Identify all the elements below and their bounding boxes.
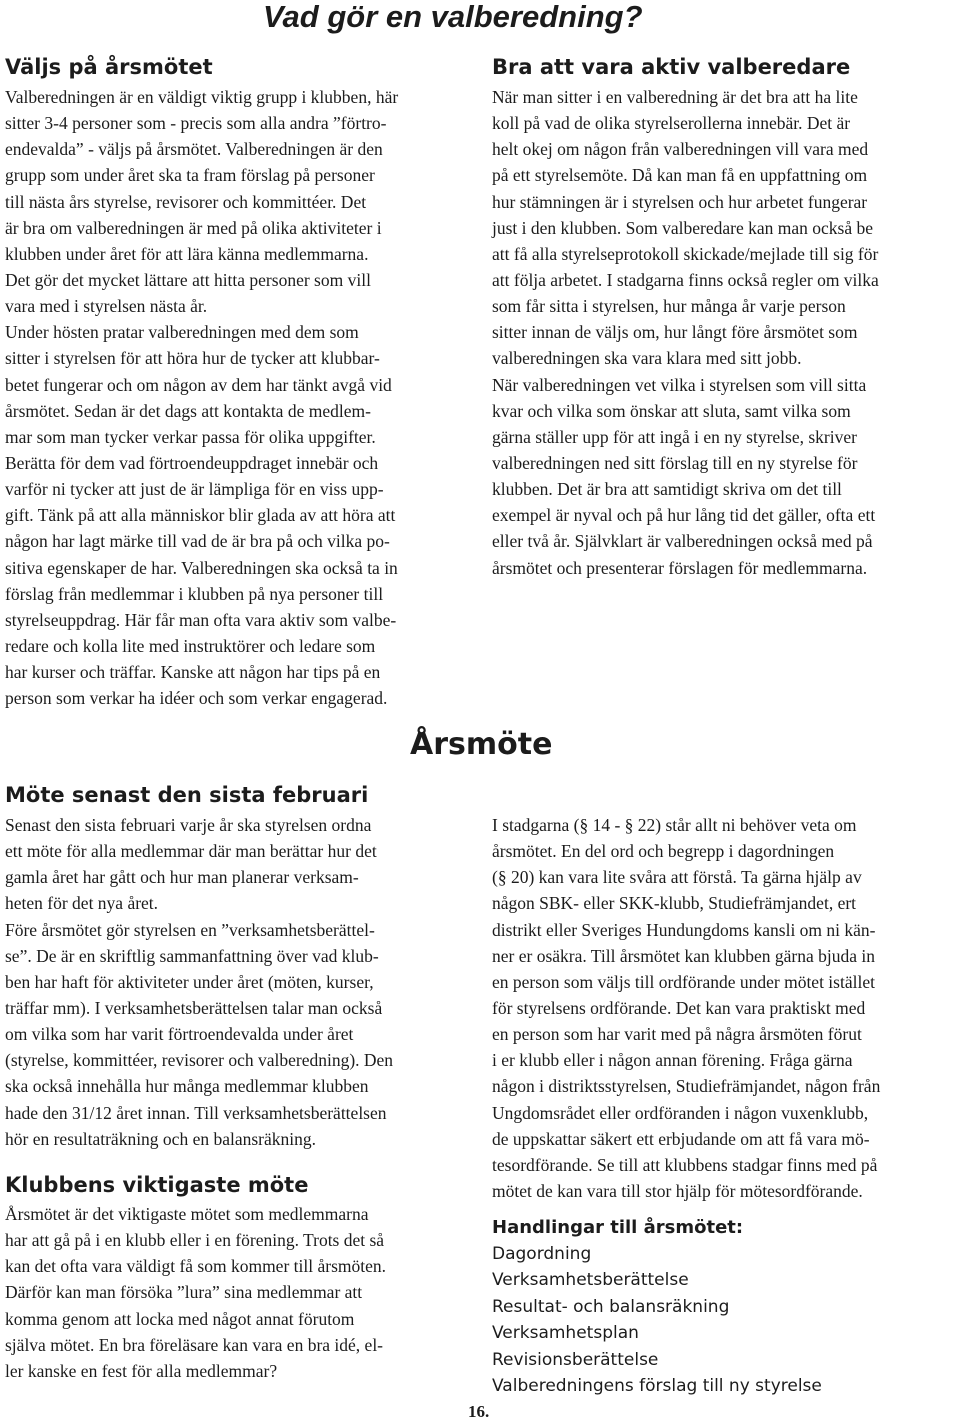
text-line: en person som väljs till ordförande under mötet istället	[492, 971, 875, 992]
text-line: på ett styrelsemöte. Då kan man få en uppfattning om	[492, 165, 868, 186]
text-line: Valberedningen är en väldigt viktig grupp i klubben, här	[5, 87, 399, 107]
text-line: Före årsmötet gör styrelsen en ”verksamhetsberättel-	[5, 919, 375, 940]
text-line: någon SBK- eller SKK-klubb, Studiefrämjandet, ert	[492, 893, 857, 914]
text-line: person som verkar ha idéer och som verkar engagerad.	[5, 688, 388, 709]
text-line: har att gå på i en klubb eller i en förening. Trots det så	[5, 1230, 385, 1251]
text-line: vara med i styrelsen nästa år.	[5, 296, 208, 317]
text-line: ler kanske en fest för alla medlemmar?	[5, 1360, 278, 1381]
paragraph-valjs-pa-arsmotet	[5, 84, 469, 711]
text-line: själva mötet. En bra föreläsare kan vara en bra idé, el-	[5, 1334, 384, 1355]
heading-mote-senast: Möte senast den sista februari	[5, 783, 369, 807]
text-line: om vilka som har varit förtroendevalda under året	[5, 1024, 354, 1045]
text-line: heten för det nya året.	[5, 893, 159, 914]
text-line: träffar mm). I verksamhetsberättelsen talar man också	[5, 997, 383, 1018]
text-line: någon har lagt märke till vad de är bra på och vilka po-	[5, 531, 390, 552]
text-line: just i den klubben. Som valberedare kan man också be	[492, 217, 874, 238]
text-line: tesordförande. Se till att klubbens stadgar finns med på	[492, 1154, 878, 1175]
text-line: ska också innehålla hur många medlemmar klubben	[5, 1076, 369, 1097]
list-item: Valberedningens förslag till ny styrelse	[492, 1375, 822, 1396]
text-line: Ungdomsrådet eller ordföranden i någon vuxenklubb,	[492, 1102, 869, 1123]
text-line: sitter i styrelsen för att höra hur de tycker att klubbar-	[5, 348, 380, 369]
text-line: (§ 20) kan vara lite svåra att förstå. Ta gärna hjälp av	[492, 867, 862, 888]
paragraph-aktiv-valberedare	[492, 84, 956, 581]
heading-aktiv-valberedare: Bra att vara aktiv valberedare	[492, 55, 851, 79]
text-line: har kurser och träffar. Kanske att någon har tips på en	[5, 662, 381, 683]
text-line: Det gör det mycket lättare att hitta personer som vill	[5, 269, 371, 290]
text-line: sitter 3-4 personer som - precis som alla andra ”förtro-	[5, 113, 387, 134]
text-line: När man sitter i en valberedning är det bra att ha lite	[492, 87, 858, 107]
text-line: styrelseuppdrag. Här får man ofta vara aktiv som valbe-	[5, 609, 397, 630]
text-line: gamla året har gått och hur man planerar verksam-	[5, 867, 359, 888]
text-line: gift. Tänk på att alla människor blir glada av att höra att	[5, 505, 396, 526]
heading-arsmote: Årsmöte	[410, 727, 553, 762]
text-line: Därför kan man försöka ”lura” sina medlemmar att	[5, 1282, 363, 1303]
handlingar-list	[492, 1241, 956, 1399]
text-line: koll på vad de olika styrelserollerna innebär. Det är	[492, 113, 851, 134]
text-line: sitiva egenskaper de har. Valberedningen ska också ta in	[5, 557, 398, 578]
heading-valjs-pa-arsmotet: Väljs på årsmötet	[5, 55, 213, 79]
page-number: 16.	[468, 1402, 490, 1421]
text-line: Årsmötet är det viktigaste mötet som medlemmarna	[5, 1204, 369, 1224]
text-line: Senast den sista februari varje år ska styrelsen ordna	[5, 815, 372, 835]
text-line: förslag från medlemmar i klubben på nya personer till	[5, 583, 384, 604]
text-line: I stadgarna (§ 14 - § 22) står allt ni behöver veta om	[492, 815, 857, 835]
text-line: årsmötet och presenterar förslagen för medlemmarna.	[492, 557, 868, 578]
text-line: att följa arbetet. I stadgarna finns också regler om vilka	[492, 269, 879, 290]
text-line: valberedningen ska vara klara med sitt jobb.	[492, 348, 802, 369]
text-line: en person som har varit med på några årsmöten förut	[492, 1024, 862, 1045]
text-line: helt okej om någon från valberedningen vill vara med	[492, 139, 869, 160]
text-line: de uppskattar säkert ett erbjudande om att få vara mö-	[492, 1128, 870, 1149]
text-line: När valberedningen vet vilka i styrelsen som vill sitta	[492, 374, 867, 395]
text-line: varför ni tycker att just de är lämpliga för en viss upp-	[5, 479, 384, 500]
text-line: hade den 31/12 året innan. Till verksamhetsberättelsen	[5, 1102, 387, 1123]
text-line: redare och kolla lite med instruktörer och ledare som	[5, 635, 376, 656]
list-item: Verksamhetsberättelse	[492, 1270, 689, 1291]
text-line: som får sitta i styrelsen, hur många år varje person	[492, 296, 846, 317]
paragraph-stadgarna	[492, 812, 956, 1204]
text-line: hur stämningen är i styrelsen och hur arbetet fungerar	[492, 191, 868, 212]
text-line: sitter innan de väljs om, hur långt före årsmötet som	[492, 322, 858, 343]
text-line: (styrelse, kommittéer, revisorer och valberedning). Den	[5, 1050, 394, 1071]
text-line: se”. De är en skriftlig sammanfattning över vad klub-	[5, 945, 379, 966]
list-item: Resultat- och balansräkning	[492, 1296, 730, 1317]
text-line: mar som man tycker verkar passa för olika uppgifter.	[5, 426, 376, 447]
text-line: distrikt eller Sveriges Hundungdoms kansli om ni kän-	[492, 919, 876, 940]
text-line: komma genom att locka med något annat förutom	[5, 1308, 355, 1329]
text-line: klubben. Det är bra att samtidigt skriva om det till	[492, 479, 842, 500]
list-item: Revisionsberättelse	[492, 1349, 659, 1370]
text-line: endevalda” - väljs på årsmötet. Valberedningen är den	[5, 139, 383, 160]
text-line: årsmötet. En del ord och begrepp i dagordningen	[492, 841, 835, 862]
text-line: för styrelsens ordförande. Det kan vara praktiskt med	[492, 997, 866, 1018]
text-line: hör en resultaträkning och en balansräkning.	[5, 1128, 317, 1149]
paragraph-mote-senast	[5, 812, 469, 1152]
text-line: ben har haft för aktiviteter under året (möten, kurser,	[5, 971, 374, 992]
text-line: i er klubb eller i någon annan förening. Fråga gärna	[492, 1050, 853, 1071]
text-line: klubben under året för att lära känna medlemmarna.	[5, 243, 369, 264]
list-item: Verksamhetsplan	[492, 1323, 639, 1344]
text-line: någon i distriktsstyrelsen, Studiefrämjandet, någon från	[492, 1076, 881, 1097]
text-line: valberedningen ned sitt förslag till en ny styrelse för	[492, 452, 858, 473]
text-line: gärna ställer upp för att ingå i en ny styrelse, skriver	[492, 426, 857, 447]
text-line: ner er osäkra. Till årsmötet kan klubben gärna bjuda in	[492, 945, 875, 966]
text-line: ett möte för alla medlemmar där man berättar hur det	[5, 841, 377, 862]
list-item: Dagordning	[492, 1244, 592, 1264]
text-line: Berätta för dem vad förtroendeuppdraget innebär och	[5, 452, 379, 473]
text-line: mötet de kan vara till stor hjälp för mötesordförande.	[492, 1180, 863, 1201]
text-line: Under hösten pratar valberedningen med dem som	[5, 322, 359, 343]
paragraph-klubbens-viktigaste-mote	[5, 1201, 469, 1384]
text-line: eller två år. Självklart är valberedningen också med på	[492, 531, 873, 552]
text-line: är bra om valberedningen är med på olika aktiviteter i	[5, 217, 382, 238]
page-title: Vad gör en valberedning?	[263, 0, 643, 34]
heading-klubbens-viktigaste-mote: Klubbens viktigaste möte	[5, 1173, 309, 1197]
text-line: kan det ofta vara väldigt få som kommer till årsmöten.	[5, 1256, 387, 1277]
text-line: att få alla styrelseprotokoll skickade/mejlade till sig för	[492, 243, 879, 264]
text-line: till nästa års styrelse, revisorer och kommittéer. Det	[5, 191, 367, 212]
text-line: grupp som under året ska ta fram förslag på personer	[5, 165, 375, 186]
text-line: årsmötet. Sedan är det dags att kontakta de medlem-	[5, 400, 371, 421]
text-line: exempel är nyval och på hur lång tid det gäller, ofta ett	[492, 505, 876, 526]
text-line: betet fungerar och om någon av dem har tänkt avgå vid	[5, 374, 392, 395]
text-line: kvar och vilka som önskar att sluta, samt vilka som	[492, 400, 851, 421]
heading-handlingar: Handlingar till årsmötet:	[492, 1217, 744, 1238]
